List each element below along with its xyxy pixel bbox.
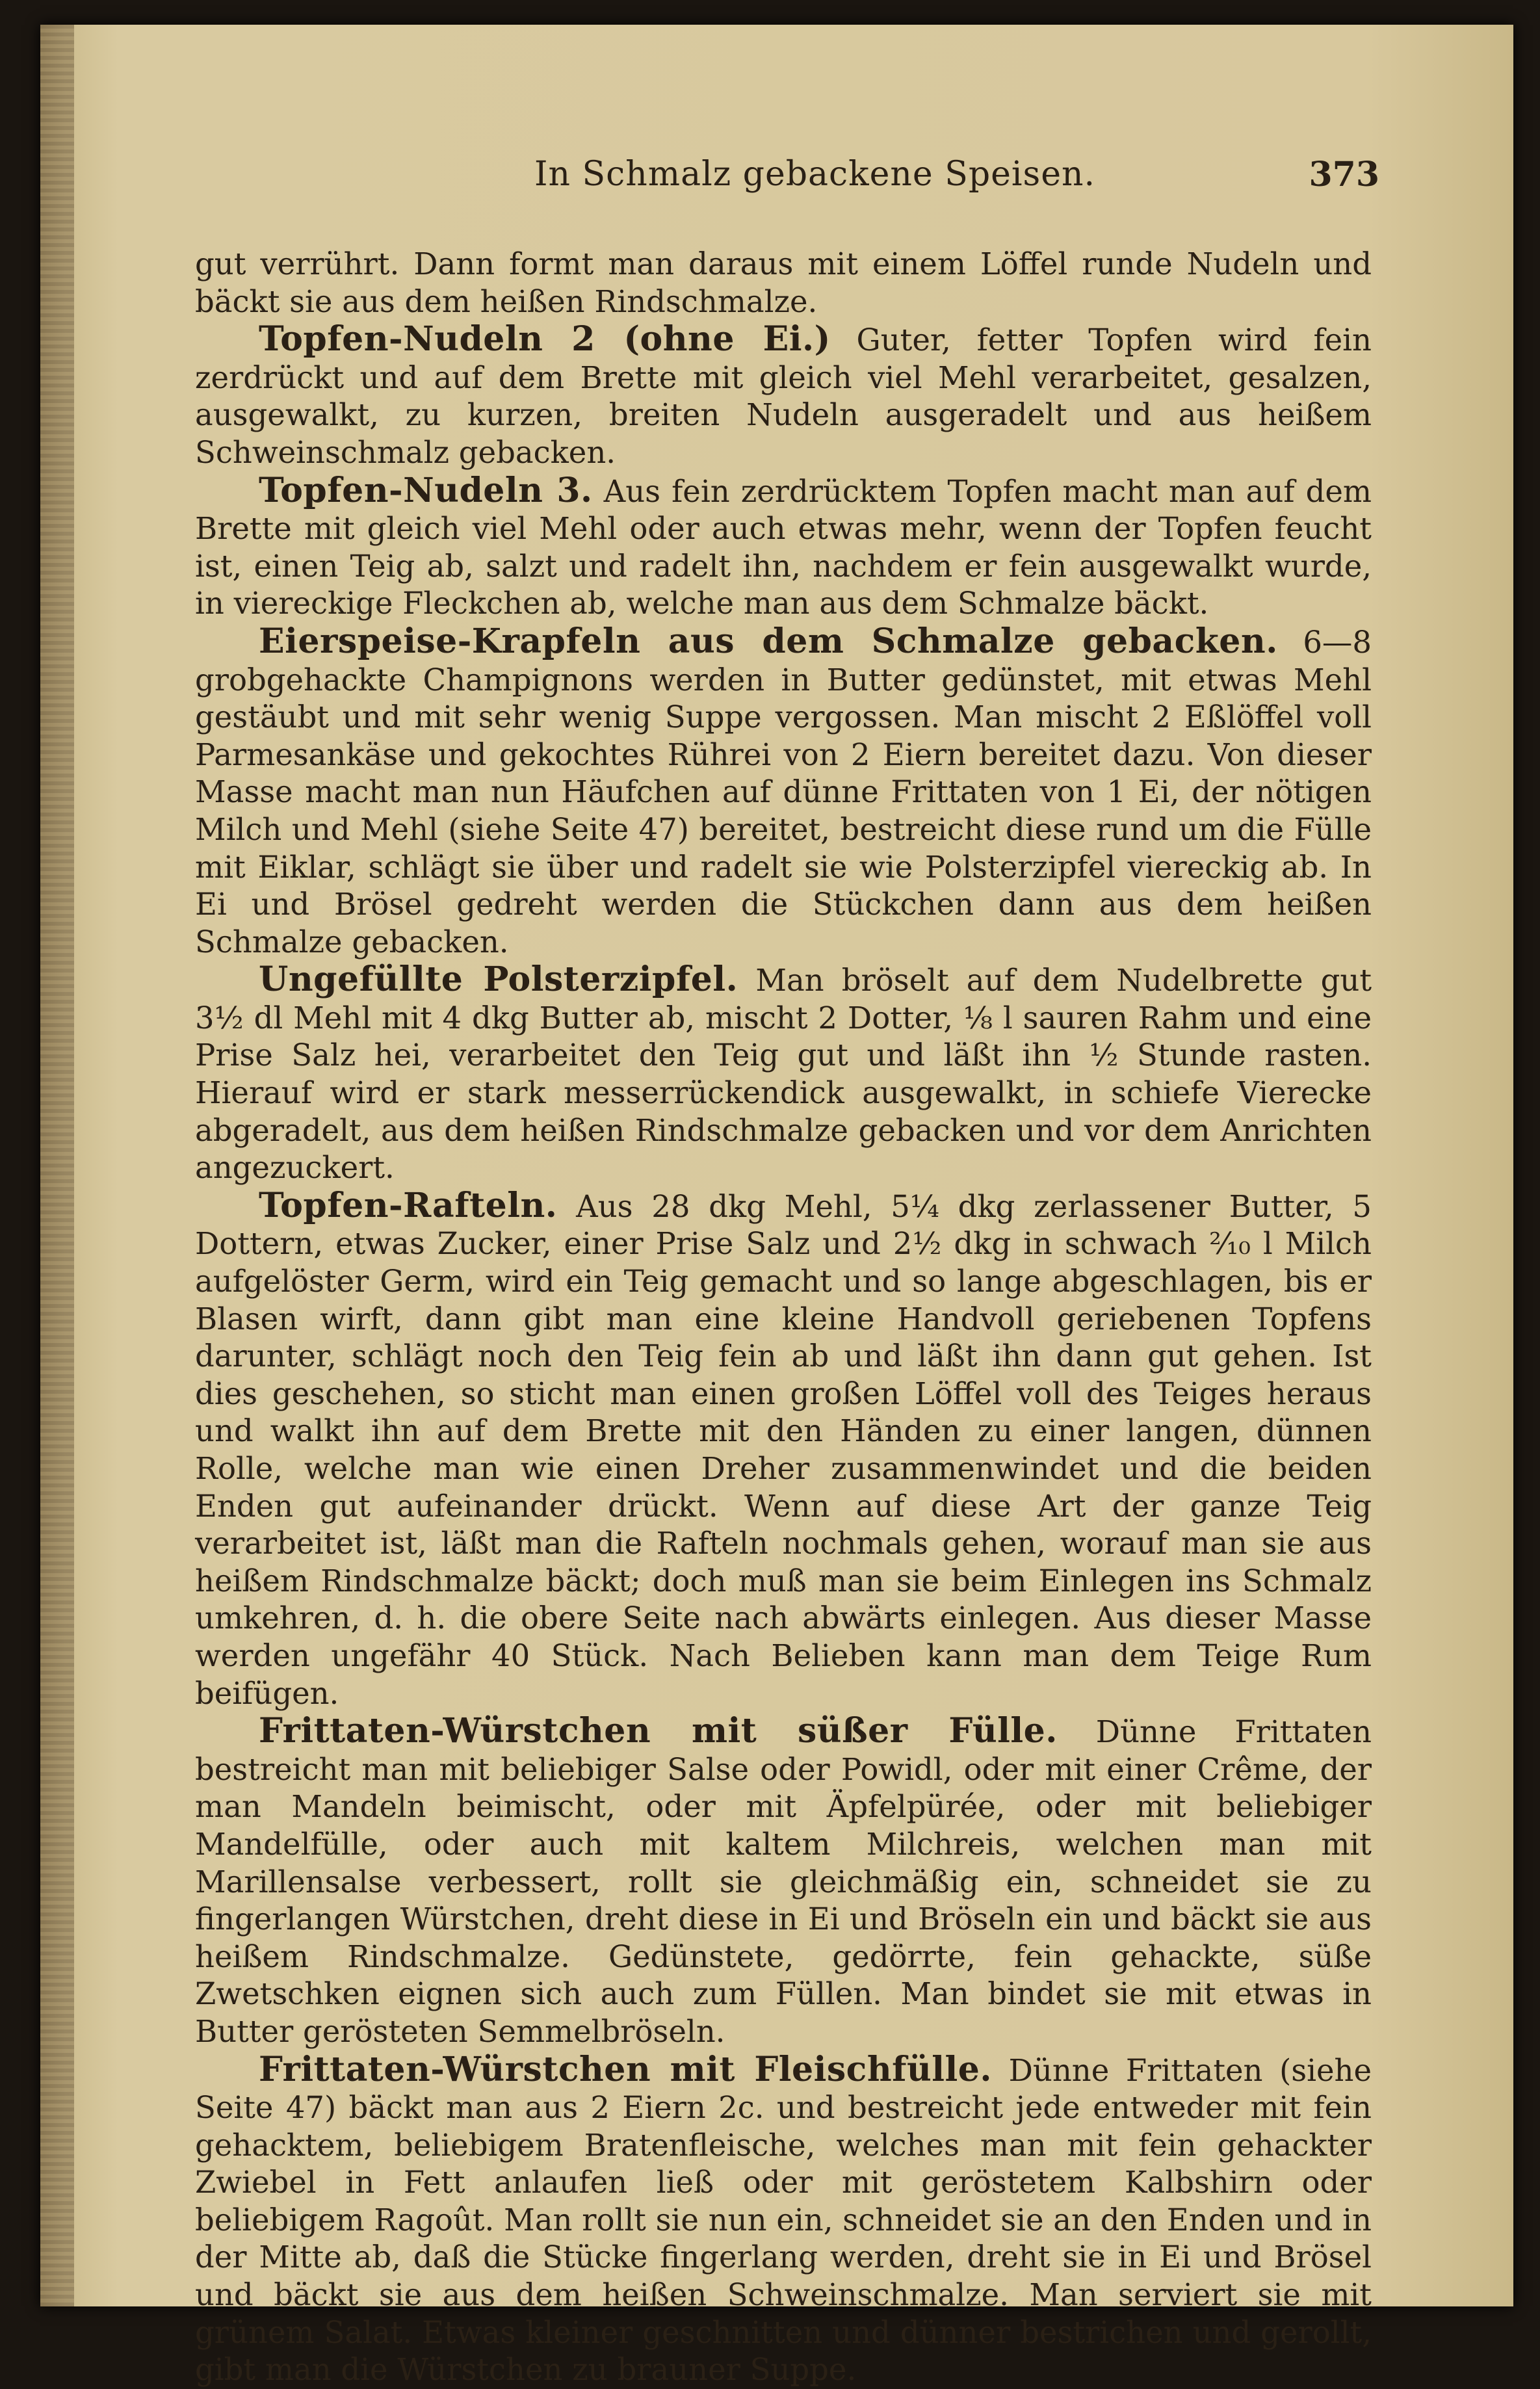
running-header bbox=[196, 155, 1379, 220]
recipe-topfen-nudeln-3 bbox=[195, 472, 1372, 623]
page-content bbox=[195, 246, 1372, 2389]
recipe-topfen-nudeln-2 bbox=[195, 320, 1372, 471]
recipe-text: Aus fein zerdrücktem Topfen macht man auf dem Brette mit gleich viel Mehl oder auch etwas mehr, wenn der Topfen feucht ist, einen Teig ab, salzt und radelt ihn, nachdem er fein ausgewalkt wurde, in viereckige Fleckchen ab, welche man aus dem Schmalze bäckt. bbox=[195, 473, 1372, 621]
recipe-heading: Topfen-Nudeln 2 (ohne Ei.) bbox=[259, 319, 831, 359]
header-title: In Schmalz gebackene Speisen. bbox=[534, 155, 1096, 194]
recipe-text: Dünne Frittaten bestreicht man mit beliebiger Salse oder Powidl, oder mit einer Crême, der man Mandeln beimischt, oder mit Äpfelpürée, oder mit beliebiger Mandelfülle, oder auch mit kaltem Milchreis, welchen man mit Marillensalse verbessert, rollt sie gleichmäßig ein, schneidet sie zu fingerlangen Würstchen, dreht diese in Ei und Bröseln ein und bäckt sie aus heißem Rindschmalze. Gedünstete, gedörrte, fein gehackte, süße Zwetschken eignen sich auch zum Füllen. Man bindet sie mit etwas in Butter gerösteten Semmelbröseln. bbox=[195, 1714, 1372, 2049]
paragraph-text: gut verrührt. Dann formt man daraus mit einem Löffel runde Nudeln und bäckt sie aus dem heißen Rindschmalze. bbox=[195, 246, 1372, 319]
recipe-heading: Eierspeise-Krapfeln aus dem Schmalze gebacken. bbox=[259, 621, 1278, 661]
recipe-text: Man bröselt auf dem Nudelbrette gut 3½ dl Mehl mit 4 dkg Butter ab, mischt 2 Dotter, ⅛ l sauren Rahm und eine Prise Salz hei, verarbeitet den Teig gut und läßt ihn ½ Stunde rasten. Hierauf wird er stark messerrückendick ausgewalkt, in schiefe Vierecke abgeradelt, aus dem heißen Rindschmalze gebacken und vor dem Anrichten angezuckert. bbox=[195, 963, 1372, 1186]
recipe-eierspeise-krapfeln bbox=[195, 623, 1372, 961]
recipe-heading: Frittaten-Würstchen mit Fleischfülle. bbox=[259, 2049, 992, 2089]
recipe-text: Dünne Frittaten (siehe Seite 47) bäckt man aus 2 Eiern 2c. und bestreicht jede entweder mit fein gehacktem, beliebigem Bratenfleische, welches man mit fein gehackter Zwiebel in Fett anlaufen ließ oder mit geröstetem Kalbshirn oder beliebigem Ragoût. Man rollt sie nun ein, schneidet sie an den Enden und in der Mitte ab, daß die Stücke fingerlang werden, dreht sie in Ei und Brösel und bäckt sie aus dem heißen Schweinschmalze. Man serviert sie mit grünem Salat. Etwas kleiner geschnitten und dünner bestrichen und gerollt, gibt man die Würstchen zu brauner Suppe. bbox=[195, 2052, 1372, 2388]
recipe-heading: Topfen-Rafteln. bbox=[259, 1185, 558, 1225]
recipe-heading: Frittaten-Würstchen mit süßer Fülle. bbox=[259, 1711, 1058, 1751]
recipe-text: Guter, fetter Topfen wird fein zerdrückt und auf dem Brette mit gleich viel Mehl verarbeitet, gesalzen, ausgewalkt, zu kurzen, breiten Nudeln ausgeradelt und aus heißem Schweinschmalz gebacken. bbox=[195, 322, 1372, 470]
recipe-text: 6—8 grobgehackte Champignons werden in Butter gedünstet, mit etwas Mehl gestäubt und mit sehr wenig Suppe vergossen. Man mischt 2 Eßlöffel voll Parmesankäse und gekochtes Rührei von 2 Eiern bereitet dazu. Von dieser Masse macht man nun Häufchen auf dünne Frittaten von 1 Ei, der nötigen Milch und Mehl (siehe Seite 47) bereitet, bestreicht diese rund um die Fülle mit Eiklar, schlägt sie über und radelt sie wie Polsterzipfel viereckig ab. In Ei und Brösel gedreht werden die Stückchen dann aus dem heißen Schmalze gebacken. bbox=[195, 624, 1372, 960]
recipe-heading: Topfen-Nudeln 3. bbox=[259, 470, 593, 510]
recipe-ungefuellte-polsterzipfel bbox=[195, 961, 1372, 1187]
paragraph-continuation bbox=[195, 246, 1372, 320]
page-binding-edge bbox=[40, 25, 74, 2306]
recipe-topfen-rafteln bbox=[195, 1187, 1372, 1712]
book-page bbox=[40, 25, 1513, 2388]
recipe-frittaten-wuerstchen-suess bbox=[195, 1712, 1372, 2050]
recipe-heading: Ungefüllte Polsterzipfel. bbox=[259, 960, 738, 1000]
page-number: 373 bbox=[1309, 155, 1379, 194]
recipe-frittaten-wuerstchen-fleisch bbox=[195, 2051, 1372, 2389]
recipe-text: Aus 28 dkg Mehl, 5¼ dkg zerlassener Butter, 5 Dottern, etwas Zucker, einer Prise Salz und 2½ dkg in schwach ²⁄₁₀ l Milch aufgelöster Germ, wird ein Teig gemacht und so lange abgeschlagen, bis er Blasen wirft, dann gibt man eine kleine Handvoll geriebenen Topfens darunter, schlägt noch den Teig fein ab und läßt ihn dann gut gehen. Ist dies geschehen, so sticht man einen großen Löffel voll des Teiges heraus und walkt ihn auf dem Brette mit den Händen zu einer langen, dünnen Rolle, welche man wie einen Dreher zusammenwindet und die beiden Enden gut aufeinander drückt. Wenn auf diese Art der ganze Teig verarbeitet ist, läßt man die Rafteln nochmals gehen, worauf man sie aus heißem Rindschmalze bäckt; doch muß man sie beim Einlegen ins Schmalz umkehren, d. h. die obere Seite nach abwärts einlegen. Aus dieser Masse werden ungefähr 40 Stück. Nach Belieben kann man dem Teige Rum beifügen. bbox=[195, 1188, 1372, 1711]
